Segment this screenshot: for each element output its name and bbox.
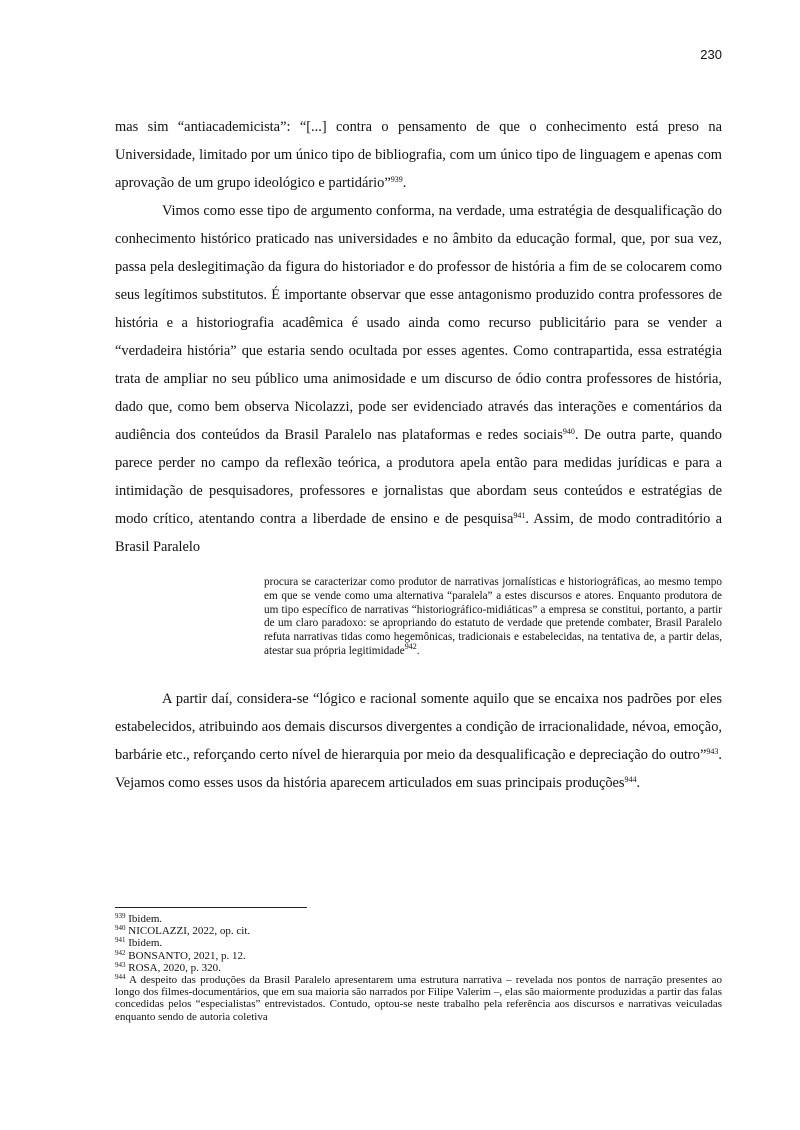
footnote-939	[115, 913, 722, 925]
block-quote-end: .	[416, 644, 420, 657]
footnote-number: 944	[115, 973, 126, 982]
footnote-943	[115, 962, 722, 974]
paragraph-2-text-b: . De outra parte, quando parece perder no campo da reflexão teórica, a produtora apela então para medidas jurídicas e para a intimidação de pesquisadores, professores e jornalistas que abordam seus conteúdos e estratégias de modo crítico, atentando contra a liberdade de ensino e de pesquisa	[115, 427, 722, 527]
footnote-ref-943: 943	[706, 746, 719, 756]
footnote-number: 941	[115, 936, 126, 945]
footnote-text: BONSANTO, 2021, p. 12.	[128, 949, 246, 962]
block-quote-text: procura se caracterizar como produtor de narrativas jornalísticas e historiográficas, ao mesmo tempo em que se vende como uma alternativa “paralela” a estes discursos e atores. Enquanto produtora de um tipo específico de narrativas “historiográfico-midiáticas” a empresa se constitui, portanto, a partir de um claro paradoxo: se apropriando do estatuto de verdade que pretende combater, Brasil Paralelo refuta narrativas tidas como hegemônicas, tradicionais e estabelecidas, na tentativa de, a partir delas, atestar sua própria legitimidade	[264, 576, 722, 657]
footnote-ref-940: 940	[562, 427, 575, 436]
footnote-text: Ibidem.	[128, 913, 163, 925]
paragraph-3	[115, 685, 722, 797]
footnote-942	[115, 950, 722, 962]
footnote-text: NICOLAZZI, 2022, op. cit.	[128, 925, 251, 938]
paragraph-3-end: .	[636, 774, 641, 791]
footnote-number: 942	[115, 948, 126, 957]
footnote-text: A despeito das produções da Brasil Paralelo apresentarem uma estrutura narrativa – revelada nos pontos de narração presentes ao longo dos filmes-documentários, que em sua maioria são narrados por Filipe Valerim –, elas são maiormente produzidas a partir das falas concedidas pelos “especialistas” entrevistados. Contudo, optou-se neste trabalho pela referência aos discursos e narrativas veiculadas enquanto sendo de autoria coletiva	[115, 974, 722, 1023]
footnote-text: Ibidem.	[128, 937, 163, 950]
footnote-ref-939: 939	[390, 175, 403, 184]
footnote-940	[115, 925, 722, 937]
paragraph-1-text: mas sim “antiacademicista”: “[...] contra o pensamento de que o conhecimento está preso na Universidade, limitado por um único tipo de bibliografia, com um único tipo de linguagem e apenas com aprovação de um grupo ideológico e partidário”	[115, 119, 722, 191]
paragraph-2-text-a: Vimos como esse tipo de argumento conforma, na verdade, uma estratégia de desqualificação do conhecimento histórico praticado nas universidades e no âmbito da educação formal, que, por sua vez, passa pela deslegitimação da figura do historiador e do professor de história a fim de se colocarem como seus legítimos substitutos. É importante observar que esse antagonismo produzido contra professores de história e a historiografia acadêmica é usado ainda como recurso publicitário para se vender a “verdadeira história” que estaria sendo ocultada por esses agentes. Como contrapartida, essa estratégia trata de ampliar no seu público uma animosidade e um discurso de ódio contra professores de história, dado que, como bem observa Nicolazzi, pode ser evidenciado através das interações e comentários da audiência dos conteúdos da Brasil Paralelo nas plataformas e redes sociais	[115, 203, 722, 443]
footnote-ref-944: 944	[624, 774, 637, 784]
paragraph-2	[115, 197, 722, 561]
footnote-number: 940	[115, 924, 126, 933]
paragraph-2-text-c: . Assim, de modo contraditório a Brasil Paralelo	[115, 511, 722, 555]
block-quote	[264, 576, 722, 659]
footnote-number: 939	[115, 912, 126, 920]
body-text	[115, 113, 722, 797]
footnote-number: 943	[115, 960, 126, 969]
footnote-separator	[115, 907, 307, 908]
footnote-ref-941: 941	[513, 511, 526, 520]
footnote-ref-942: 942	[404, 641, 417, 651]
footnote-text: ROSA, 2020, p. 320.	[128, 961, 221, 974]
footnote-944	[115, 974, 722, 1023]
paragraph-3-text-a: A partir daí, considera-se “lógico e racional somente aquilo que se encaixa nos padrões por eles estabelecidos, atribuindo aos demais discursos divergentes a condição de irracionalidade, névoa, emoção, barbárie etc., reforçando certo nível de hierarquia por meio da desqualificação e depreciação do outro”	[115, 690, 722, 763]
page-number: 230	[700, 47, 722, 62]
footnotes	[115, 913, 722, 1023]
paragraph-1	[115, 113, 722, 197]
footnote-941	[115, 937, 722, 949]
paragraph-3-text-b: . Vejamos como esses usos da história aparecem articulados em suas principais produções	[115, 746, 722, 791]
paragraph-1-end: .	[402, 175, 407, 191]
